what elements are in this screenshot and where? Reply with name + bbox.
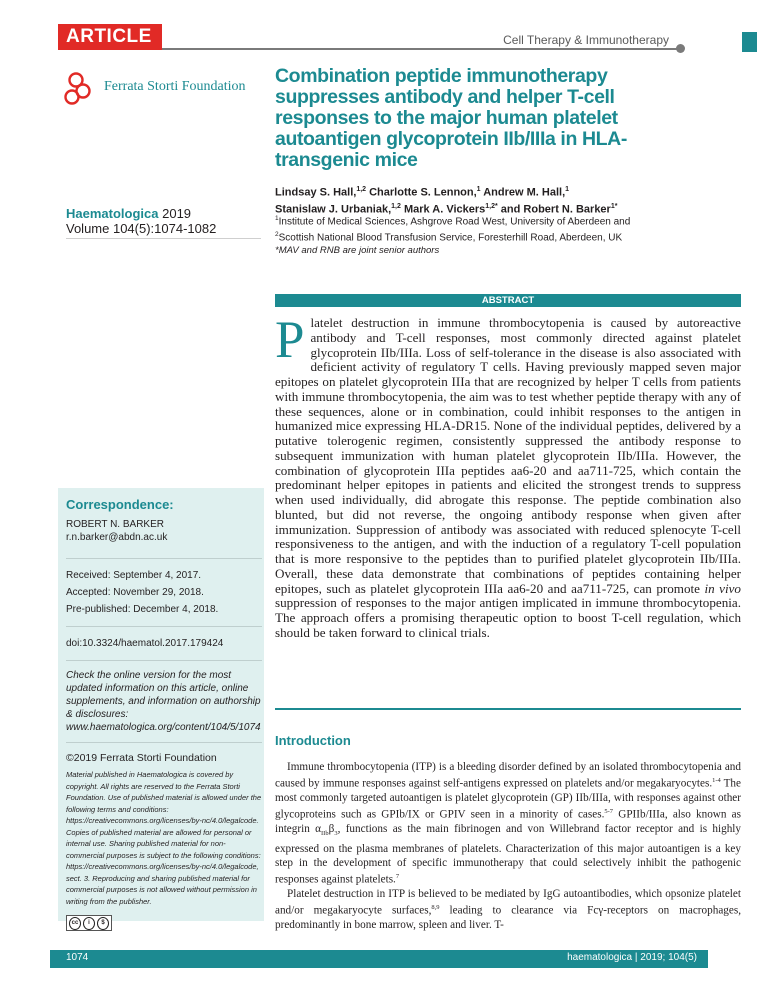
journal-info bbox=[66, 206, 261, 236]
author-name: and Robert N. Barker bbox=[497, 203, 611, 216]
nc-icon: $ bbox=[97, 917, 109, 930]
abstract-heading: ABSTRACT bbox=[275, 294, 741, 307]
correspondence-name: ROBERT N. BARKER bbox=[66, 519, 164, 530]
journal-name: Haematologica bbox=[66, 206, 159, 221]
abstract-italic: in vivo bbox=[704, 580, 741, 596]
online-version-note: Check the online version for the most updated information on this article, online supplements, and information on authorship & disclosures: www.haematologica.org/content/104/5/1074 bbox=[66, 670, 261, 733]
author-affil: 1 bbox=[565, 186, 570, 193]
received-date: Received: September 4, 2017. bbox=[66, 570, 202, 581]
joint-author-note: *MAV and RNB are joint senior authors bbox=[275, 245, 440, 256]
sidebar-divider bbox=[66, 742, 262, 743]
section-label: Cell Therapy & Immunotherapy bbox=[503, 33, 669, 47]
correspondence-email[interactable]: r.n.barker@abdn.ac.uk bbox=[66, 532, 168, 543]
abstract-body bbox=[275, 311, 741, 641]
journal-year: 2019 bbox=[162, 206, 192, 221]
by-icon: i bbox=[83, 917, 95, 930]
citation: 1-4 bbox=[712, 777, 721, 785]
intro-paragraph-2 bbox=[275, 887, 741, 932]
author-line-1 bbox=[275, 183, 735, 200]
text-run: GPIIb/IIIa, also known as integrin α bbox=[275, 809, 741, 836]
introduction-heading: Introduction bbox=[275, 733, 351, 748]
author-affil: 1* bbox=[610, 202, 618, 210]
subscript: 3 bbox=[334, 830, 338, 838]
journal-divider bbox=[66, 238, 261, 239]
text-run: , functions as the main fibrinogen and von Willebrand factor receptor and is highly expressed on the plasma membranes of platelets. Characterization of this major autoantigen is a key step in the development of specific immunotherapy that could selectively inhibit the pathogenic responses against platelets. bbox=[275, 823, 741, 886]
affil-text: Scottish National Blood Transfusion Service, Foresterhill Road, Aberdeen, UK bbox=[278, 232, 623, 244]
author-name: Mark A. Vickers bbox=[400, 203, 486, 216]
author-list bbox=[275, 183, 735, 216]
footer-journal: haematologica | 2019; 104(5) bbox=[567, 952, 697, 963]
author-affil: 1,2* bbox=[485, 202, 498, 210]
author-name: Lindsay S. Hall, bbox=[275, 186, 357, 199]
affiliations bbox=[275, 213, 735, 245]
author-affil: 1,2 bbox=[391, 202, 401, 210]
edge-tab bbox=[742, 32, 757, 52]
abstract-text-1: latelet destruction in immune thrombocytopenia is caused by autoreactive antibody and T-cell responses, most commonly directed against platelet glycoprotein IIb/IIIa. Loss of self-tolerance in the disease is also associated with deficient activity of regulatory T cells. Having previously mapped seven major epitopes on platelet glycoprotein IIIa that are recognized by helper T cells from patients with immune thrombocytopenia, the aim was to test whether peptide therapy with any of these sequences, alone or in combination, could inhibit responses to the antigen in humanized mice expressing HLA-DR15. None of the individual peptides, delivered by a putative tolerogenic regimen, consistently suppressed the antibody response to subsequent immunization with human platelet glycoprotein IIb/IIIa. However, the combination of glycoprotein IIIa peptides aa6-20 and aa711-725, which contain the predominant helper epitopes in patients and elicited the strongest trends to suppress when used individually, did abrogate this response. The peptide combination also blunted, but did not reverse, the ongoing antibody response when given after immunization. Suppression of antibody was associated with reduced splenocyte T-cell responsiveness to the antigen, and with the induction of a regulatory T-cell population that is more responsive to the peptides than to purified platelet glycoprotein IIb/IIIa. Overall, these data demonstrate that combinations of peptides containing helper epitopes, such as platelet glycoprotein IIIa aa6-20 and aa711-725, can promote bbox=[275, 315, 741, 596]
subscript: IIb bbox=[321, 830, 329, 838]
intro-paragraph-1 bbox=[275, 760, 741, 887]
cc-license-icon[interactable] bbox=[66, 915, 112, 931]
copyright: ©2019 Ferrata Storti Foundation bbox=[66, 752, 217, 764]
text-run: Platelet destruction in ITP is believed to be mediated by IgG autoantibodies, which opsonize platelet and/or megakaryocyte surfaces, bbox=[275, 888, 741, 917]
author-affil: 1,2 bbox=[356, 186, 367, 193]
article-title: Combination peptide immunotherapy suppresses antibody and helper T-cell responses to the major human platelet autoantigen glycoprotein IIb/IIIa in HLA-transgenic mice bbox=[275, 65, 627, 171]
text-run: Immune thrombocytopenia (ITP) is a bleeding disorder defined by an isolated thrombocytopenia and caused by immune responses against self-antigens expressed on platelets and/or megakaryocytes. bbox=[275, 761, 741, 790]
doi[interactable]: doi:10.3324/haematol.2017.179424 bbox=[66, 638, 224, 649]
logo-mark-icon bbox=[66, 74, 90, 104]
author-name: Stanislaw J. Urbaniak, bbox=[275, 203, 392, 216]
license-text: Material published in Haematologica is covered by copyright. All rights are reserved to the Ferrata Storti Foundation. Use of published material is allowed under the following terms and conditions: https://creativecommons.org/licenses/by-nc/4.0/legalcode. Copies of published material are allowed for personal or internal use. Sharing published material for non-commercial purposes is subject to the following conditions: https://creativecommons.org/licenses/by-nc/4.0/legalcode, sect. 3. Reproducing and sharing published material for commercial purposes is not allowed without permission in writing from the publisher. bbox=[66, 770, 262, 906]
journal-line-1 bbox=[66, 206, 261, 221]
citation: 7 bbox=[395, 873, 400, 881]
sidebar bbox=[66, 497, 262, 931]
drop-cap: P bbox=[275, 311, 305, 369]
sidebar-divider bbox=[66, 660, 262, 661]
sidebar-divider bbox=[66, 558, 262, 559]
accepted-date: Accepted: November 29, 2018. bbox=[66, 587, 204, 598]
text-run: The most commonly targeted autoantigen is platelet glycoprotein (GP) IIb/IIIa, with responses against other glycoproteins such as GPIb/IX or GPIV seen in a minority of cases. bbox=[275, 777, 741, 822]
correspondence-heading: Correspondence: bbox=[66, 497, 174, 512]
header-dot bbox=[676, 44, 685, 53]
cc-icon: cc bbox=[69, 917, 81, 930]
citation: 5-7 bbox=[604, 808, 614, 816]
affiliation-1 bbox=[275, 213, 735, 229]
affil-number: 2 bbox=[275, 230, 279, 238]
author-name: Andrew M. Hall, bbox=[480, 186, 566, 199]
affil-number: 1 bbox=[275, 215, 279, 222]
abstract-bottom-rule bbox=[275, 708, 741, 710]
text-run: β bbox=[328, 823, 335, 836]
page-number: 1074 bbox=[66, 952, 89, 963]
journal-volume: Volume 104(5):1074-1082 bbox=[66, 221, 217, 236]
header-divider bbox=[162, 48, 679, 50]
sidebar-divider bbox=[66, 626, 262, 627]
author-name: Charlotte S. Lennon, bbox=[366, 186, 477, 199]
text-run: leading to clearance via Fcγ-receptors on macrophages, predominantly in bone marrow, spleen and liver. T- bbox=[275, 905, 741, 932]
foundation-name: Ferrata Storti Foundation bbox=[104, 79, 246, 94]
affil-text: Institute of Medical Sciences, Ashgrove Road West, University of Aberdeen and bbox=[278, 216, 631, 228]
citation: 8,9 bbox=[431, 904, 440, 912]
prepublished-date: Pre-published: December 4, 2018. bbox=[66, 604, 219, 615]
article-label: ARTICLE bbox=[58, 24, 162, 50]
affiliation-2 bbox=[275, 229, 735, 245]
abstract-text-2: suppression of responses to the major antigen implicated in immune thrombocytopenia. The approach offers a promising therapeutic option to boost T-cell regulation, which should be taken forward to clinical trials. bbox=[275, 595, 741, 640]
author-affil: 1 bbox=[476, 186, 481, 193]
introduction-body bbox=[275, 760, 741, 932]
